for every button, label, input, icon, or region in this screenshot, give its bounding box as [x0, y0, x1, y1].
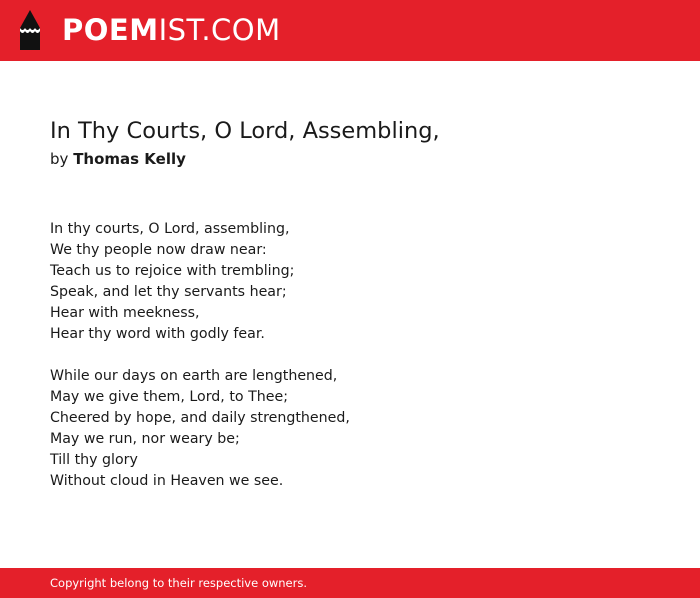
- copyright-notice: Copyright belong to their respective owners.: [50, 576, 308, 590]
- poem-line: We thy people now draw near:: [50, 242, 267, 258]
- poem-line: In thy courts, O Lord, assembling,: [50, 221, 290, 237]
- logo-text-bold: POEM: [62, 13, 159, 47]
- site-header: [0, 0, 700, 61]
- poem-body: [50, 219, 350, 513]
- by-label: by: [50, 150, 69, 168]
- poem-line: While our days on earth are lengthened,: [50, 368, 338, 384]
- poem-line: Till thy glory: [50, 452, 138, 468]
- pencil-tip-icon: [18, 10, 42, 51]
- site-footer: [0, 568, 700, 598]
- poem-line: Cheered by hope, and daily strengthened,: [50, 410, 350, 426]
- poem-byline: [50, 149, 186, 169]
- poem-line: Hear with meekness,: [50, 305, 200, 321]
- author-name[interactable]: Thomas Kelly: [73, 150, 186, 168]
- poem-line: May we give them, Lord, to Thee;: [50, 389, 288, 405]
- poem-line: May we run, nor weary be;: [50, 431, 240, 447]
- poem-stanza: [50, 366, 350, 492]
- site-logo-text: [62, 12, 281, 48]
- logo-text-light: IST.COM: [158, 13, 281, 47]
- poem-line: Speak, and let thy servants hear;: [50, 284, 287, 300]
- poem-stanza: [50, 219, 350, 345]
- poem-line: Without cloud in Heaven we see.: [50, 473, 284, 489]
- poem-line: Teach us to rejoice with trembling;: [50, 263, 295, 279]
- poem-line: Hear thy word with godly fear.: [50, 326, 265, 342]
- poem-title: In Thy Courts, O Lord, Assembling,: [50, 118, 440, 144]
